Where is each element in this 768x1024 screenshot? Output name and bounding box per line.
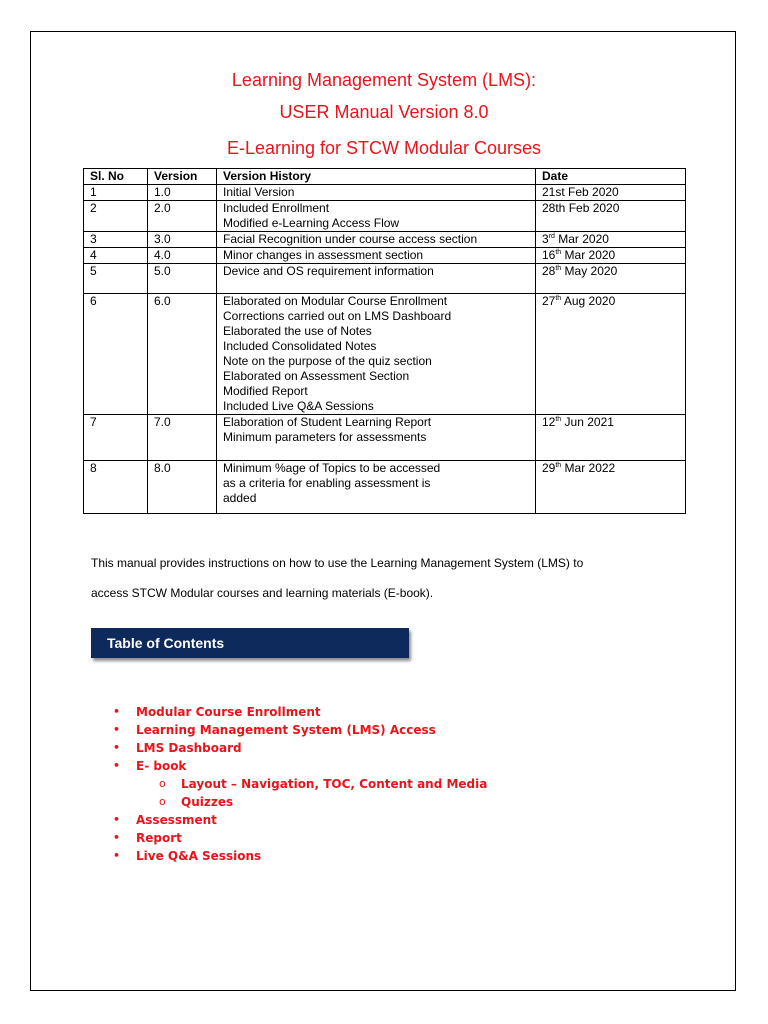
history-line: Modified Report [223,384,308,398]
bullet-icon: • [113,849,121,862]
cell-version-history [217,461,536,514]
header-version-history: Version History [217,169,536,185]
cell-date [536,264,686,294]
toc-item-label: Learning Management System (LMS) Access [136,723,436,737]
cell-version: 6.0 [148,294,217,415]
table-row [84,294,686,415]
cell-date [536,415,686,461]
date-day: 27 [542,294,556,308]
toc-item [110,757,487,775]
header-version: Version [148,169,217,185]
toc-item-label: Layout – Navigation, TOC, Content and Media [181,777,488,791]
intro-paragraph-line2: access STCW Modular courses and learning materials (E-book). [91,586,434,600]
history-line: Facial Recognition under course access section [223,232,478,246]
document-subtitle: USER Manual Version 8.0 [279,102,489,122]
date-ordinal-suffix: rd [548,233,555,240]
date-day: 28 [542,264,556,278]
bullet-icon: • [113,813,121,826]
cell-version-history [217,248,536,264]
date-month-year: Mar 2020 [561,248,616,262]
history-line: Initial Version [223,185,295,199]
date-day: 3 [542,232,549,246]
toc-item [110,811,487,829]
date-day: 29 [542,461,556,475]
date-day: 12 [542,415,556,429]
cell-date [536,461,686,514]
date-ordinal-suffix: th [555,249,562,256]
header-date: Date [536,169,686,185]
cell-sl-no: 6 [84,294,148,415]
cell-version: 8.0 [148,461,217,514]
cell-date [536,248,686,264]
version-history-table [83,168,686,514]
cell-version-history [217,185,536,201]
date-ordinal-suffix: th [555,295,562,302]
cell-sl-no: 5 [84,264,148,294]
cell-sl-no: 7 [84,415,148,461]
cell-version: 3.0 [148,232,217,248]
hollow-bullet-icon: o [159,777,166,790]
bullet-icon: • [113,723,121,736]
cell-date [536,232,686,248]
table-row [84,415,686,461]
date-month-year: Mar 2022 [561,461,616,475]
date-ordinal-suffix: th [555,462,562,469]
hollow-bullet-icon: o [159,795,166,808]
toc-item [110,847,487,865]
cell-sl-no: 8 [84,461,148,514]
date-ordinal-suffix: th [555,265,562,272]
toc-item [110,703,487,721]
cell-version: 5.0 [148,264,217,294]
history-line: Included Consolidated Notes [223,339,377,353]
toc-item-label: Modular Course Enrollment [136,705,321,719]
toc-item-label: Assessment [136,813,217,827]
header-sl-no: Sl. No [84,169,148,185]
table-row [84,232,686,248]
cell-version: 1.0 [148,185,217,201]
table-header-row [84,169,686,185]
document-title: Learning Management System (LMS): [231,70,537,90]
history-line: Elaborated on Assessment Section [223,369,410,383]
table-row [84,264,686,294]
toc-item-label: Quizzes [181,795,234,809]
bullet-icon: • [113,741,121,754]
cell-date [536,294,686,415]
toc-item [110,793,487,811]
date-ordinal-suffix: th [555,416,562,423]
table-row [84,201,686,232]
cell-version: 4.0 [148,248,217,264]
toc-item [110,775,487,793]
cell-version-history [217,232,536,248]
toc-item [110,721,487,739]
toc-list [110,703,487,865]
date-day: 16 [542,248,556,262]
history-line: Minimum parameters for assessments [223,430,427,444]
table-row [84,248,686,264]
history-line: as a criteria for enabling assessment is [223,476,431,490]
history-line: Note on the purpose of the quiz section [223,354,432,368]
toc-item [110,829,487,847]
cell-version-history [217,264,536,294]
history-line: Minimum %age of Topics to be accessed [223,461,441,475]
date-day: 28th Feb 2020 [542,201,620,215]
history-line: added [223,491,257,505]
cell-sl-no: 4 [84,248,148,264]
cell-version: 2.0 [148,201,217,232]
history-line: Minor changes in assessment section [223,248,424,262]
history-line: Modified e-Learning Access Flow [223,216,400,230]
document-course-title: E-Learning for STCW Modular Courses [226,138,542,158]
history-line: Elaboration of Student Learning Report [223,415,432,429]
toc-item-label: Live Q&A Sessions [136,849,262,863]
cell-sl-no: 3 [84,232,148,248]
bullet-icon: • [113,831,121,844]
date-month-year: Aug 2020 [561,294,616,308]
history-line: Elaborated on Modular Course Enrollment [223,294,448,308]
toc-item-label: LMS Dashboard [136,741,242,755]
bullet-icon: • [113,705,121,718]
toc-item-label: Report [136,831,182,845]
history-line: Device and OS requirement information [223,264,434,278]
cell-sl-no: 1 [84,185,148,201]
history-line: Corrections carried out on LMS Dashboard [223,309,452,323]
cell-date [536,185,686,201]
history-line: Elaborated the use of Notes [223,324,372,338]
cell-date [536,201,686,232]
toc-item [110,739,487,757]
date-month-year: Jun 2021 [561,415,614,429]
history-line: Included Enrollment [223,201,330,215]
table-row [84,185,686,201]
date-day: 21st Feb 2020 [542,185,619,199]
bullet-icon: • [113,759,121,772]
cell-version-history [217,201,536,232]
date-month-year: Mar 2020 [554,232,609,246]
table-row [84,461,686,514]
cell-version-history [217,294,536,415]
toc-heading: Table of Contents [91,628,409,658]
cell-version-history [217,415,536,461]
intro-paragraph-line1: This manual provides instructions on how to use the Learning Management System (LMS) to [91,556,584,570]
cell-version: 7.0 [148,415,217,461]
toc-item-label: E- book [136,759,187,773]
history-line: Included Live Q&A Sessions [223,399,374,413]
cell-sl-no: 2 [84,201,148,232]
date-month-year: May 2020 [561,264,618,278]
